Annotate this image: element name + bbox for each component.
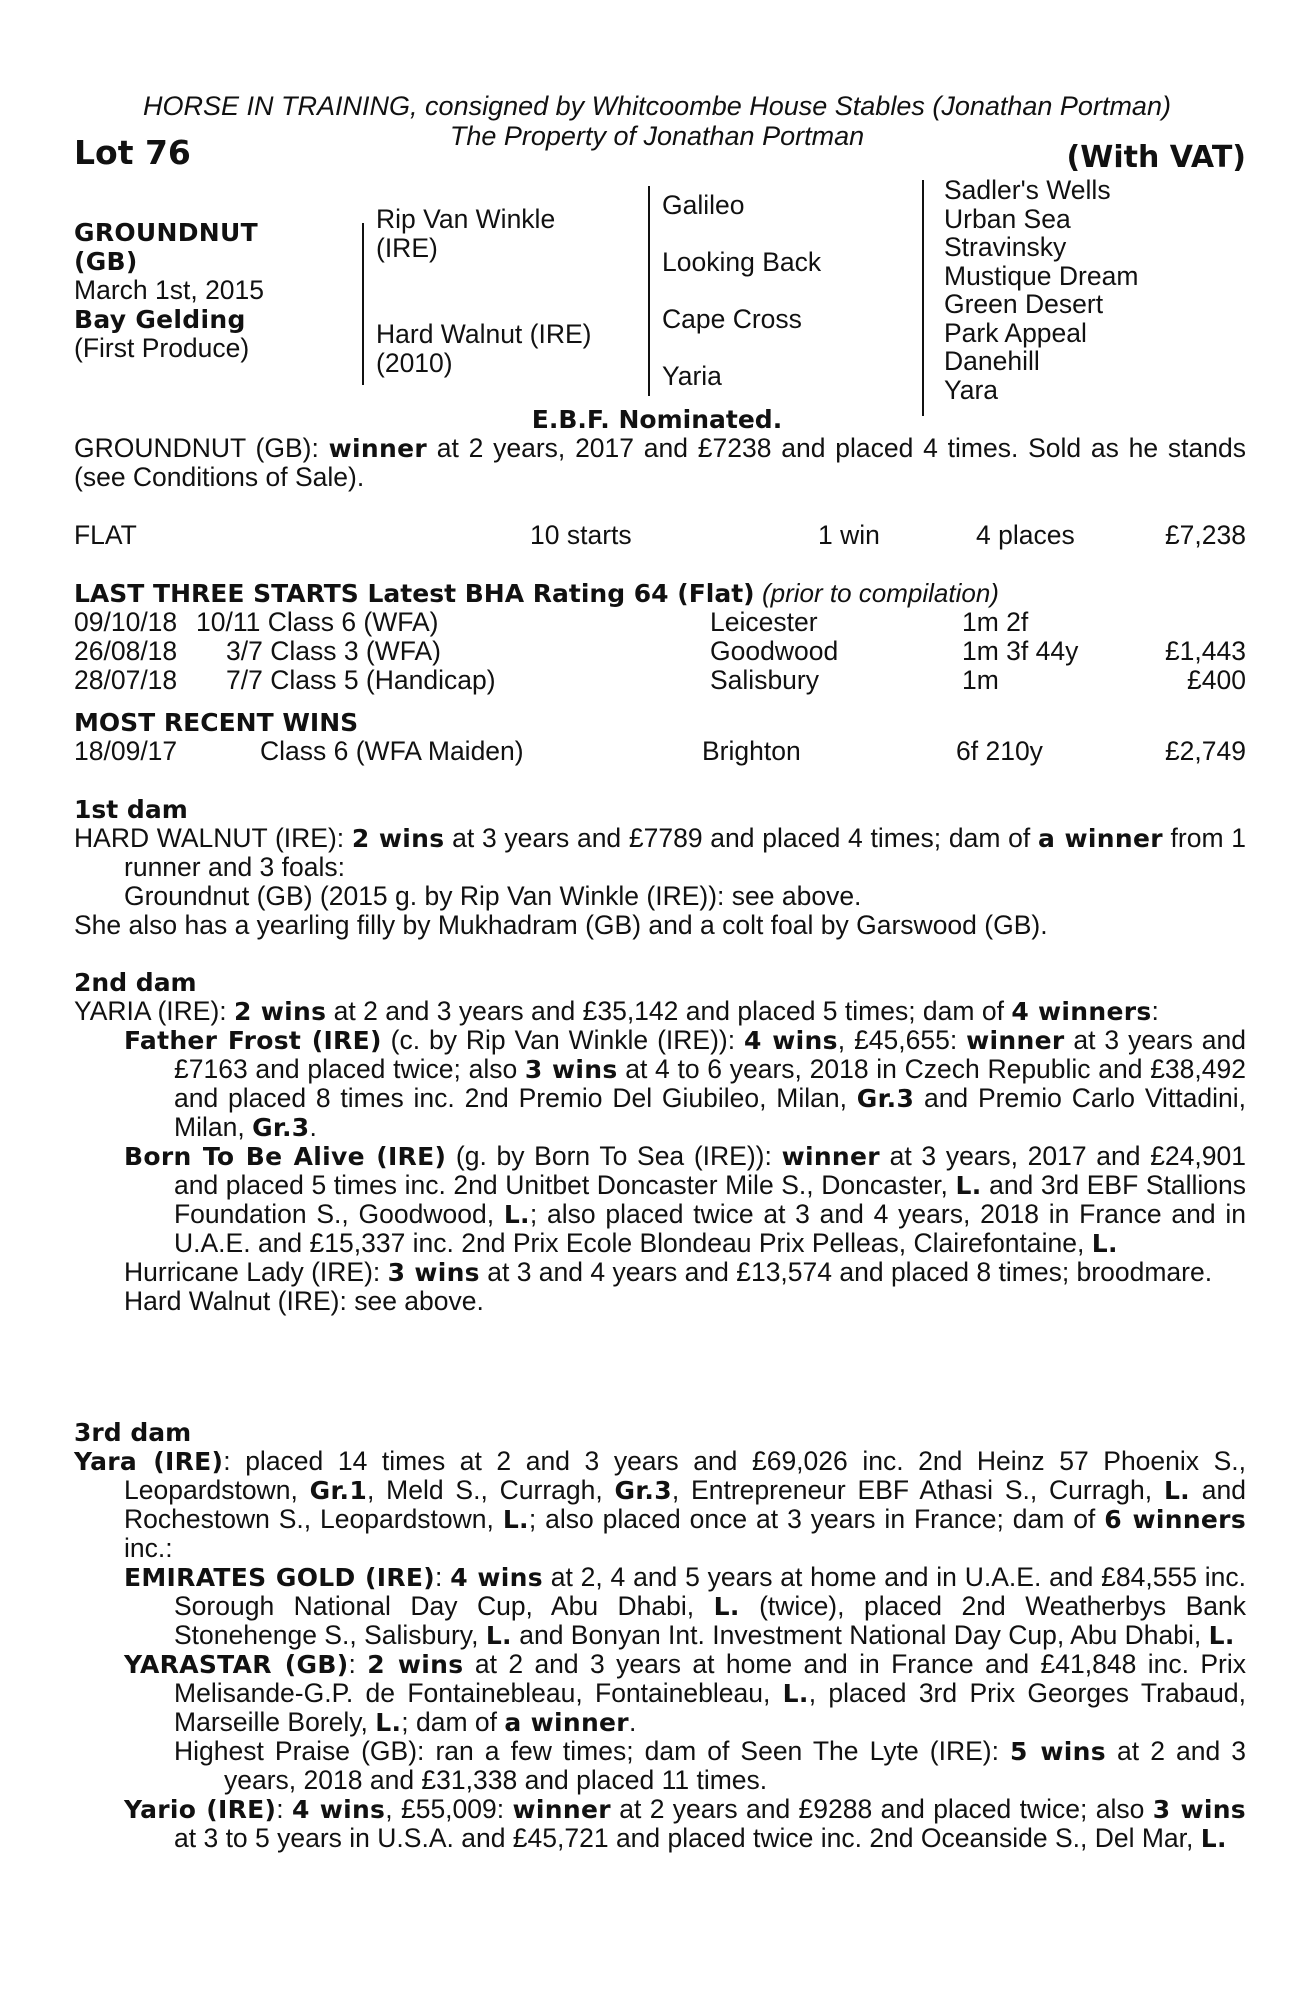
start-date: 09/10/18 [74,607,178,637]
produce-highest-praise [174,1737,1246,1795]
bold-text: L. [713,1592,740,1621]
heading-note: (prior to compilation) [761,578,999,608]
win-date: 18/09/17 [74,736,178,766]
third-dam-record [74,1447,1246,1563]
horse-name: Yario (IRE) [124,1795,277,1824]
text: at 2 and 3 years, 2018 and £31,338 and placed 11 times. [224,1736,1246,1795]
bold-text: Gr.3 [614,1476,672,1505]
produce-hurricane-lady [124,1258,1246,1287]
pedigree-gen3: Urban Sea [944,204,1071,234]
bold-text: winner [781,1142,880,1171]
start-prize: £1,443 [1164,636,1246,666]
bold-text: 4 wins [450,1563,543,1592]
produce-born-to-be-alive [124,1142,1246,1258]
pedigree-gen2: Galileo [662,190,745,220]
text: at 2 and 3 years at home and in France and £41,848 inc. Prix Melisande-G.P. de Fontainebleau, Fontainebleau, [174,1649,1246,1708]
bold-text: L. [1163,1476,1190,1505]
lot-number: Lot 76 [74,133,191,172]
text: from 1 runner and 3 foals: [124,823,1246,882]
text: at 3 years and £7163 and placed twice; also [174,1025,1246,1084]
text: , placed 3rd Prix Georges Trabaud, Marseille Borely, [174,1678,1246,1737]
start-distance: 1m 3f 44y [962,636,1079,666]
start-prize: £400 [1187,665,1246,695]
bold-text: Gr.1 [309,1476,368,1505]
text: YARIA (IRE): [74,996,235,1026]
summary-bold: winner [328,434,427,463]
text: at 3 years and £7789 and placed 4 times; dam of [444,823,1038,853]
text: ; also placed twice at 3 and 4 years, 2018 in France and in U.A.E. and £15,337 inc. 2nd Prix Ecole Blondeau Prix Pelleas, Clairefontaine, [174,1199,1246,1258]
text: at 2 years and £9288 and placed twice; also [610,1794,1153,1824]
pedigree-gen3: Green Desert [944,289,1104,319]
second-dam-section [74,968,1246,1316]
start-course: Salisbury [710,665,819,695]
bold-text: 5 wins [1010,1737,1106,1766]
text: Hurricane Lady (IRE): [124,1257,388,1287]
start-race: 3/7 Class 3 (WFA) [226,636,441,666]
text: ; also placed once at 3 years in France; dam of [528,1504,1105,1534]
produce-hard-walnut: Hard Walnut (IRE): see above. [124,1286,484,1316]
text: at 3 and 4 years and £13,574 and placed 8 times; broodmare. [479,1257,1213,1287]
last-three-heading [74,579,999,608]
bold-text: L. [1091,1229,1118,1258]
start-distance: 1m [962,665,999,695]
bold-text: L. [502,1505,529,1534]
vat-label: (With VAT) [1066,140,1246,175]
text: inc.: [124,1533,173,1563]
sire-name: Rip Van Winkle [376,204,556,234]
second-dam-record [74,997,1246,1026]
start-distance: 1m 2f [962,607,1029,637]
horse-produce: (First Produce) [74,333,250,363]
first-dam-section [74,795,1246,940]
flat-places: 4 places [976,520,1075,550]
horse-name: Born To Be Alive (IRE) [124,1142,447,1171]
text: , Entrepreneur EBF Athasi S., Curragh, [671,1475,1164,1505]
text: : [435,1562,451,1592]
third-dam-section [74,1418,1246,1853]
flat-earnings: £7,238 [1164,520,1246,550]
start-date: 26/08/18 [74,636,178,666]
start-race: 10/11 Class 6 (WFA) [196,607,439,637]
ebf-nominated: E.B.F. Nominated. [531,405,783,434]
bold-text: L. [782,1679,809,1708]
bold-text: 3 wins [387,1258,480,1287]
pedigree-divider [648,186,650,396]
flat-label: FLAT [74,520,137,550]
horse-name: Yara (IRE) [74,1447,224,1476]
text: , £55,009: [385,1794,513,1824]
property-line: The Property of Jonathan Portman [449,121,865,151]
pedigree-gen2: Looking Back [662,247,822,277]
text: : [1151,996,1159,1026]
text: at 4 to 6 years, 2018 in Czech Republic and £38,492 and placed 8 times inc. 2nd Premio Del Giubileo, Milan, [174,1054,1246,1113]
recent-wins-heading: MOST RECENT WINS [74,708,359,737]
third-dam-heading: 3rd dam [74,1418,192,1447]
text: , Meld S., Curragh, [367,1475,615,1505]
bold-text: 3 wins [524,1055,618,1084]
bold-text: 4 winners [1011,997,1152,1026]
text: at 2, 4 and 5 years at home and in U.A.E. and £84,555 inc. Sorough National Day Cup, Abu Dhabi, [174,1562,1246,1621]
pedigree-gen3: Sadler's Wells [944,175,1111,205]
pedigree-divider [922,180,924,416]
bold-text: L. [485,1621,512,1650]
horse-name: YARASTAR (GB) [124,1650,349,1679]
text: , £45,655: [837,1025,967,1055]
text: and Bonyan Int. Investment National Day Cup, Abu Dhabi, [511,1620,1209,1650]
horse-name: EMIRATES GOLD (IRE) [124,1563,435,1592]
text: : [348,1649,368,1679]
bold-text: 3 wins [1152,1795,1246,1824]
start-course: Goodwood [710,636,839,666]
summary-text: at 2 years, 2017 and £7238 and placed 4 times. Sold as he stands (see Conditions of Sale). [74,433,1246,492]
bold-text: a winner [504,1708,629,1737]
first-dam-heading: 1st dam [74,795,188,824]
win-prize: £2,749 [1164,736,1246,766]
bold-text: L. [955,1171,982,1200]
produce-father-frost [124,1026,1246,1142]
text: and 3rd EBF Stallions Foundation S., Goodwood, [174,1170,1247,1229]
pedigree-gen2: Cape Cross [662,304,802,334]
pedigree-gen3: Yara [944,375,999,405]
text: at 3 years, 2017 and £24,901 and placed 5 times inc. 2nd Unitbet Doncaster Mile S., Doncaster, [174,1141,1246,1200]
text: : [276,1794,292,1824]
text: . [628,1707,637,1737]
first-dam-record [74,824,1246,882]
win-course: Brighton [702,736,801,766]
horse-name: Father Frost (IRE) [124,1026,382,1055]
dam-name: Hard Walnut (IRE) [376,319,592,349]
bold-text: Gr.3 [856,1084,915,1113]
text: ; dam of [401,1707,505,1737]
text: : placed 14 times at 2 and 3 years and £69,026 inc. 2nd Heinz 57 Phoenix S., Leopardstown, [124,1446,1246,1505]
flat-starts: 10 starts [530,520,632,550]
second-dam-heading: 2nd dam [74,968,197,997]
text: (g. by Born To Sea (IRE)): [446,1141,782,1171]
produce-yarastar [124,1650,1246,1737]
bold-text: winner [966,1026,1065,1055]
text: HARD WALNUT (IRE): [74,823,352,853]
bold-text: Gr.3 [252,1113,310,1142]
produce-yario [124,1795,1246,1853]
win-race: Class 6 (WFA Maiden) [260,736,524,766]
start-race: 7/7 Class 5 (Handicap) [226,665,496,695]
pedigree-gen2: Yaria [662,361,722,391]
horse-name: GROUNDNUT [74,218,258,247]
dam-year: (2010) [376,348,453,378]
bold-text: 4 wins [291,1795,386,1824]
horse-sex: Bay Gelding [74,305,246,334]
pedigree-gen3: Stravinsky [944,232,1067,262]
produce-emirates-gold [124,1563,1246,1650]
text: and Rochestown S., Leopardstown, [124,1475,1246,1534]
text: . [309,1112,317,1142]
horse-country: (GB) [74,247,138,276]
text: at 2 and 3 years and £35,142 and placed 5 times; dam of [326,996,1012,1026]
bold-text: 2 wins [351,824,445,853]
pedigree-divider [362,223,364,385]
horse-summary [74,434,1246,492]
horse-dob: March 1st, 2015 [74,275,265,305]
sire-country: (IRE) [376,233,438,263]
heading-text: LAST THREE STARTS Latest BHA Rating 64 (Flat) [74,579,755,608]
win-distance: 6f 210y [956,736,1043,766]
bold-text: L. [1208,1621,1235,1650]
text: (c. by Rip Van Winkle (IRE)): [381,1025,744,1055]
summary-text: GROUNDNUT (GB): [74,433,329,463]
pedigree-gen3: Park Appeal [944,318,1087,348]
bold-text: L. [1200,1824,1227,1853]
bold-text: 4 wins [744,1026,838,1055]
consignor-line: HORSE IN TRAINING, consigned by Whitcoombe House Stables (Jonathan Portman) [143,91,1171,121]
bold-text: winner [512,1795,611,1824]
bold-text: 2 wins [234,997,327,1026]
bold-text: L. [503,1200,530,1229]
text: at 3 to 5 years in U.S.A. and £45,721 and placed twice inc. 2nd Oceanside S., Del Mar, [174,1823,1201,1853]
bold-text: L. [375,1708,402,1737]
text: (twice), placed 2nd Weatherbys Bank Stonehenge S., Salisbury, [174,1591,1246,1650]
start-date: 28/07/18 [74,665,178,695]
text: Highest Praise (GB): ran a few times; dam of Seen The Lyte (IRE): [174,1736,1011,1766]
pedigree-gen3: Danehill [944,346,1040,376]
bold-text: a winner [1037,824,1163,853]
bold-text: 6 winners [1104,1505,1246,1534]
pedigree-gen3: Mustique Dream [944,261,1139,291]
bold-text: 2 wins [367,1650,464,1679]
text: and Premio Carlo Vittadini, Milan, [174,1083,1246,1142]
start-course: Leicester [710,607,818,637]
flat-wins: 1 win [818,520,880,550]
first-dam-note: She also has a yearling filly by Mukhadram (GB) and a colt foal by Garswood (GB). [74,910,1048,940]
first-dam-produce: Groundnut (GB) (2015 g. by Rip Van Winkle (IRE)): see above. [124,881,862,911]
